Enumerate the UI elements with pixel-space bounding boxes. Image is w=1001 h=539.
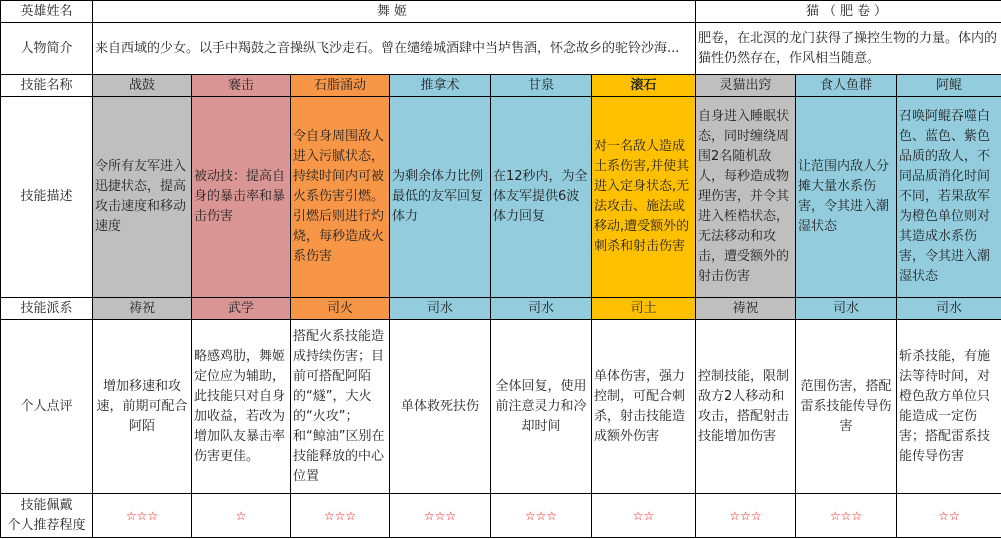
skill-desc-cell: 被动技：提高自身的暴击率和暴击伤害 <box>192 97 291 298</box>
recommend-label-line1: 技能佩戴 <box>20 497 73 513</box>
skill-school-cell: 司水 <box>491 298 592 320</box>
skill-name-label: 技能名称 <box>1 75 93 97</box>
recommend-label-line2: 个人推荐程度 <box>7 517 86 533</box>
star-rating: ☆☆☆ <box>291 494 390 538</box>
skill-school-cell: 司水 <box>897 298 1001 320</box>
skill-desc-cell: 令自身周围敌人进入污腻状态，持续时间内可被火系伤害引燃。引燃后则进行灼烧，每秒造成火系伤害 <box>291 97 390 298</box>
review-cell: 搭配火系技能造成持续伤害；目前可搭配阿陌的“燧”，大火的“火攻”；和“鲸油”区别在技能释放的中心位置 <box>291 320 390 494</box>
review-cell: 范围伤害，搭配雷系技能传导伤害 <box>796 320 897 494</box>
star-rating: ☆☆ <box>897 494 1001 538</box>
skill-desc-cell: 自身进入睡眠状态，同时缠绕周围2名随机敌人，每秒造成物理伤害，并令其进入桎梏状态，无法移动和攻击，遭受额外的射击伤害 <box>696 97 796 298</box>
review-cell: 全体回复，使用前注意灵力和冷却时间 <box>491 320 592 494</box>
review-cell: 增加移速和攻速，前期可配合阿陌 <box>93 320 192 494</box>
hero2-name: 猫（肥卷） <box>696 1 1001 23</box>
hero2-intro: 肥卷，在北溟的龙门获得了操控生物的力量。体内的猫性仍然存在，作风相当随意。 <box>696 23 1001 75</box>
skill-name-cell: 褰击 <box>192 75 291 97</box>
intro-label: 人物简介 <box>1 23 93 75</box>
skill-desc-cell: 让范围内敌人分摊大量水系伤害，令其进入潮湿状态 <box>796 97 897 298</box>
skill-school-cell: 司火 <box>291 298 390 320</box>
skill-school-row <box>1 298 1001 320</box>
skill-name-cell: 推拿术 <box>390 75 491 97</box>
star-rating: ☆ <box>192 494 291 538</box>
skill-school-cell: 司水 <box>390 298 491 320</box>
star-rating: ☆☆☆ <box>796 494 897 538</box>
skill-desc-row <box>1 97 1001 298</box>
skill-name-row <box>1 75 1001 97</box>
skill-name-cell: 战鼓 <box>93 75 192 97</box>
skill-school-cell: 祷祝 <box>93 298 192 320</box>
skill-name-cell: 甘泉 <box>491 75 592 97</box>
recommend-row <box>1 494 1001 538</box>
hero-name-label: 英雄姓名 <box>1 1 93 23</box>
skill-desc-cell: 在12秒内，为全体友军提供6波体力回复 <box>491 97 592 298</box>
review-cell: 单体救死扶伤 <box>390 320 491 494</box>
skill-desc-label: 技能描述 <box>1 97 93 298</box>
star-rating: ☆☆☆ <box>696 494 796 538</box>
skill-school-label: 技能派系 <box>1 298 93 320</box>
hero1-name: 舞姬 <box>93 1 696 23</box>
hero1-intro: 来自西域的少女。以手中羯鼓之音操纵飞沙走石。曾在缱绻城酒肆中当垆售酒，怀念故乡的驼铃沙海... <box>95 40 680 56</box>
review-label: 个人点评 <box>1 320 93 494</box>
review-cell: 斩杀技能，有施法等待时间，对橙色敌方单位只能造成一定伤害；搭配雷系技能传导伤害 <box>897 320 1001 494</box>
skill-school-cell: 祷祝 <box>696 298 796 320</box>
star-rating: ☆☆☆ <box>93 494 192 538</box>
skill-school-cell: 司土 <box>592 298 696 320</box>
skill-school-cell: 武学 <box>192 298 291 320</box>
recommend-label <box>1 494 93 538</box>
review-cell: 单体伤害，强力控制，可配合刺杀，射击技能造成额外伤害 <box>592 320 696 494</box>
review-row <box>1 320 1001 494</box>
star-rating: ☆☆☆ <box>390 494 491 538</box>
star-rating: ☆☆ <box>592 494 696 538</box>
skill-desc-cell: 对一名敌人造成土系伤害,并使其进入定身状态,无法攻击、施法或移动,遭受额外的刺杀和射击伤害 <box>592 97 696 298</box>
star-rating: ☆☆☆ <box>491 494 592 538</box>
skill-name-cell: 灵猫出窍 <box>696 75 796 97</box>
skill-name-cell: 阿鲲 <box>897 75 1001 97</box>
review-cell: 控制技能，限制敌方2人移动和攻击，搭配射击技能增加伤害 <box>696 320 796 494</box>
intro-row <box>1 23 1001 75</box>
skill-desc-cell: 令所有友军进入迅捷状态，提高攻击速度和移动速度 <box>93 97 192 298</box>
skill-desc-cell: 为剩余体力比例最低的友军回复体力 <box>390 97 491 298</box>
skill-desc-cell: 召唤阿鲲吞噬白色、蓝色、紫色品质的敌人，不同品质消化时间不同，若果敌军为橙色单位则对其造成水系伤害，令其进入潮湿状态 <box>897 97 1001 298</box>
skill-school-cell: 司水 <box>796 298 897 320</box>
review-cell: 略感鸡肋，舞姬定位应为辅助，此技能只对自身加收益，若改为增加队友暴击率伤害更佳。 <box>192 320 291 494</box>
skill-name-cell: 石脂涌动 <box>291 75 390 97</box>
header-row <box>1 1 1001 23</box>
skill-name-cell: 滚石 <box>592 75 696 97</box>
skill-name-cell: 食人鱼群 <box>796 75 897 97</box>
